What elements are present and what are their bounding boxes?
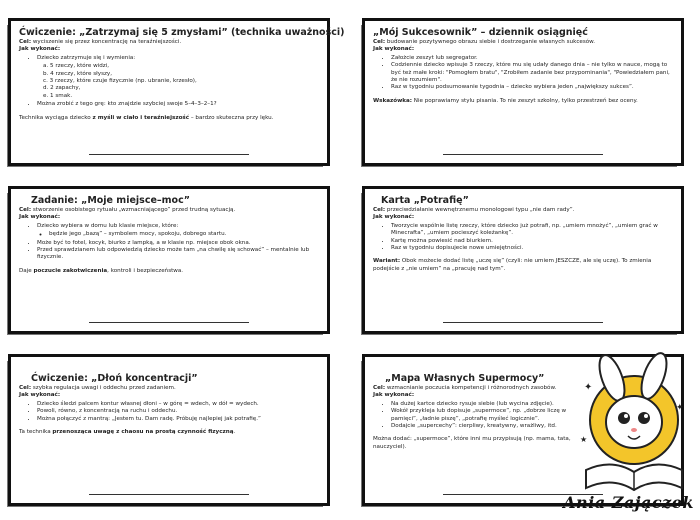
steps-list [373,223,673,253]
list-item: e. 1 smak. [43,92,73,99]
list-item: • Raz w tygodniu podsumowanie tygodnia – dziecko wybiera jeden „największy sukces”. [391,84,673,91]
goal-line: Cel: szybka regulacja uwagi i oddechu przed zadaniem. [19,385,176,391]
list-item: c. 3 rzeczy, które czuje fizycznie (np. ubranie, krzesło), [43,78,197,85]
list-item: • Kartę można powiesić nad biurkiem. [391,238,673,245]
goal-line: Cel: przeciwdziałanie wewnętrznemu monologowi typu „nie dam rady”. [373,207,575,213]
card-focus-hand [8,354,330,506]
card-five-senses [8,18,345,166]
list-item: • Na dużej kartce dziecko rysuje siebie (lub wycina zdjęcie). [391,401,583,408]
list-item: • Przed sprawdzianem lub odpowiedzią dziecko może tam „na chwilę się schować” – mentalnie lub fizycznie. [37,247,319,262]
card-tip: Wskazówka: Nie poprawiamy stylu pisania. To nie zeszyt szkolny, tylko przestrzeń bez oceny. [373,97,638,104]
how-label: Jak wykonać: [373,392,415,399]
card-footer: Ta technika przenosząca uwagę z chaosu na prostą czynność fizyczną. [19,429,236,436]
signature-line [89,322,249,323]
svg-text:✦: ✦ [676,403,684,413]
signature-line [89,494,249,495]
card-title: Karta „Potrafię” [381,195,469,206]
signature-line [443,322,603,323]
list-item: • Raz w tygodniu dopisujecie nowe umiejętności. [391,245,673,252]
goal-line: Cel: stworzenie osobistego rytuału „wzmacniającego” przed trudną sytuacją. [19,207,236,213]
signature-line [89,154,249,155]
how-label: Jak wykonać: [373,46,415,53]
steps-list [19,401,319,423]
how-label: Jak wykonać: [19,392,61,399]
steps-list [373,55,673,92]
list-item: • Tworzycie wspólnie listę rzeczy, które dziecko już potrafi, np. „umiem mnożyć”, „umiem grać w Minecrafta”, „umiem pocieszyć koleżankę”. [391,223,673,238]
goal-line: Cel: wyciszenie się przez koncentrację na teraźniejszości. [19,39,182,45]
goal-line: Cel: budowanie pozytywnego obrazu siebie i dostrzeganie własnych sukcesów. [373,39,596,45]
list-item: b. 4 rzeczy, które słyszy, [43,70,113,77]
bunny-mascot-icon [572,350,692,500]
list-item: • Dziecko wybiera w domu lub klasie miejsce, które: [37,223,319,230]
list-item: • Można połączyć z mantrą: „Jestem tu. Dam radę. Próbuję najlepiej jak potrafię.” [37,416,319,423]
list-item: • Może być to fotel, kocyk, biurko z lampką, a w klasie np. miejsce obok okna. [37,240,319,247]
card-variant: Wariant: Obok możecie dodać listę „uczę się” (czyli: nie umiem JESZCZE, ale się uczę). To zmienia podejście z „nie umiem” na „pracuję nad tym”. [373,258,652,272]
card-title: Ćwiczenie: „Dłoń koncentracji” [31,373,198,384]
svg-text:★: ★ [580,435,588,444]
list-item: • Powoli, równo, z koncentracją na ruchu i oddechu. [37,408,319,415]
card-footer: Daje poczucie zakotwiczenia, kontroli i bezpieczeństwa. [19,267,184,274]
list-item: a. 5 rzeczy, które widzi, [43,63,110,70]
goal-line: Cel: wzmacnianie poczucia kompetencji i różnorodnych zasobów. [373,385,557,391]
how-label: Jak wykonać: [19,214,61,221]
author-signature: Ania Zajączek [563,493,694,512]
card-footer: Można dodać: „supermoce”, które inni mu przypisują (np. mama, tata, nauczyciel). [373,436,571,450]
how-label: Jak wykonać: [373,214,415,221]
list-item: • Dziecko śledzi palcem kontur własnej dłoni – w górę = wdech, w dół = wydech. [37,401,319,408]
list-item: • Dziecko zatrzymuje się i wymienia: [37,55,319,62]
steps-list [19,55,319,62]
card-title: „Mapa Własnych Supermocy” [385,373,545,384]
card-title: „Mój Sukcesownik” – dziennik osiągnięć [373,27,588,38]
list-item: • Założcie zeszyt lub segregator. [391,55,673,62]
how-label: Jak wykonać: [19,46,61,53]
card-success-journal [362,18,684,166]
signature-line [443,154,603,155]
senses-list [19,63,319,100]
list-item: • Codziennie dziecko wpisuje 3 rzeczy, które mu się udały danego dnia – nie tylko w nauce, mogą to być też małe kroki: "Pomogłem bratu", "Zrobiłem zadanie bez przypominania", "Powiedziałem pani, że nie rozumiem". [391,62,673,84]
card-power-place [8,186,330,334]
list-item: • Dodajcie „supercechy”: cierpliwy, kreatywny, wrażliwy, itd. [391,423,583,430]
card-i-can [362,186,684,334]
card-title: Ćwiczenie: „Zatrzymaj się 5 zmysłami” (technika uważności) [19,27,345,38]
card-title: Zadanie: „Moje miejsce–moc” [31,195,190,206]
list-item: ◦ będzie jego „bazą” – symbolem mocy, spokoju, dobrego startu. [49,231,319,238]
list-item: • Wokół przykleja lub dopisuje „supermoce”, np. „dobrze liczę w pamięci”, „ładnie piszę”, „potrafię myśleć logicznie”. [391,408,583,423]
list-item: d. 2 zapachy, [43,85,81,92]
list-item: • Można zrobić z tego grę: kto znajdzie szybciej swoje 5–4–3–2–1? [37,101,319,108]
steps-list [19,223,319,230]
svg-text:✦: ✦ [584,382,593,393]
card-footer: Technika wyciąga dziecko z myśli w ciało i teraźniejszość – bardzo skuteczna przy lęku. [19,114,274,121]
